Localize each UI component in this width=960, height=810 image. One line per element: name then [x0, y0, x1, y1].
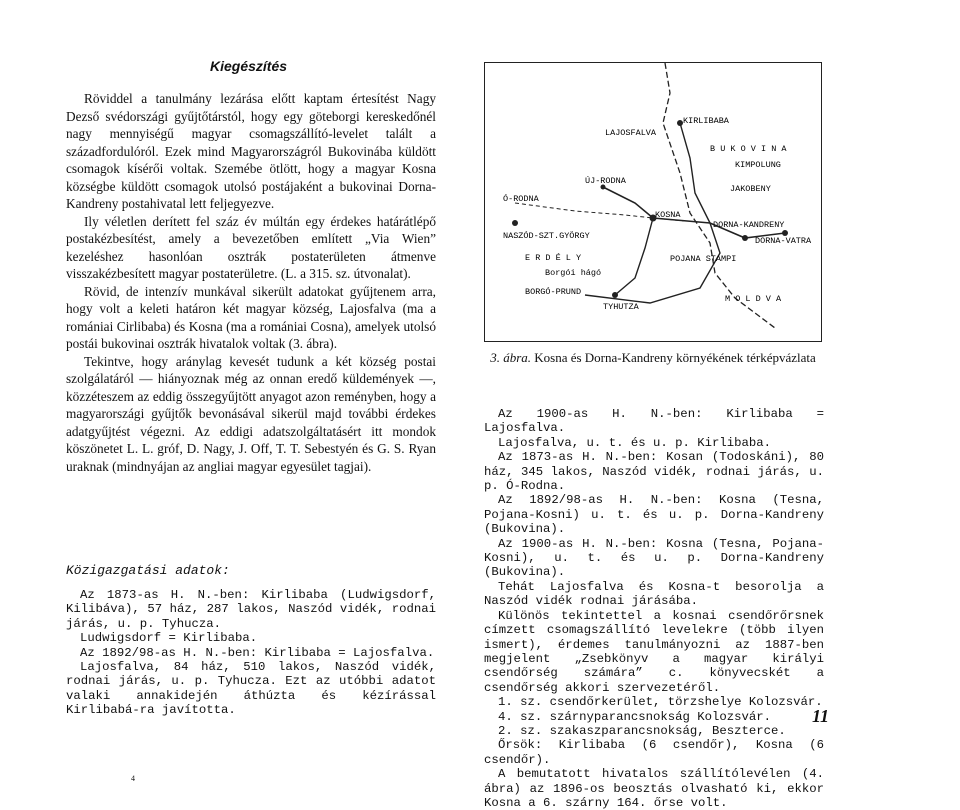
paragraph: Tekintve, hogy aránylag kevesét tudunk a két község postai szolgálatáról — hiányoznak még az onnan eredő küldemények —, közzéteszem az eddig összegyűjtött anyagot azon reményben, hogy a magyarországi gyűjtők bevonásával sikerül majd további érdekes adatgyűjtést végezni. Az eddigi adatszolgáltatásért itt mondok köszönetet L. L. gróf, D. Nagy, J. Off, T. T. Sebestyén és G. S. Ryan uraknak (mindnyájan az angliai magyar egyesület tagjai). — [66, 353, 436, 474]
admin-heading: Közigazgatási adatok: — [66, 563, 230, 578]
map-label: BORGÓ-PRUND — [525, 287, 582, 297]
map-label: DORNA-VATRA — [755, 236, 812, 246]
paragraph: Az 1892/98-as H. N.-ben: Kirlibaba = Lajosfalva. — [80, 645, 435, 660]
paragraph: Ily véletlen derített fel száz év múltán egy érdekes határátlépő postakézbesítést, amely a bevezetőben említett „Via Wien” kezeléshez hasonlóan osztrák postaterületen átmenve visszakézbesített magyar postaterületre. (L. a 315. sz. útvonalat). — [66, 213, 436, 281]
figure-caption — [484, 350, 822, 366]
map-label: Borgói hágó — [545, 268, 602, 278]
paragraph: Tehát Lajosfalva és Kosna-t besorolja a Naszód vidék rodnai járásába. — [484, 579, 824, 609]
caption-label: 3. ábra. — [490, 350, 531, 365]
paragraph: A bemutatott hivatalos szállítólevélen (4. ábra) az 1896-os beosztás olvasható ki, ekkor Kosna a 6. szárny 164. őrse volt. — [484, 767, 824, 810]
map-label: POJANA STAMPI — [670, 254, 737, 264]
paragraph: Lajosfalva, u. t. és u. p. Kirlibaba. — [498, 435, 772, 450]
paragraph: Az 1900-as H. N.-ben: Kosna (Tesna, Pojana-Kosni), u. t. és u. p. Dorna-Kandreny (Bukovina). — [484, 536, 824, 580]
admin-data — [66, 588, 436, 718]
map-sketch — [484, 62, 822, 342]
map-label: ÚJ-RODNA — [585, 176, 626, 186]
map-label: M O L D V A — [725, 294, 782, 304]
page-number: 11 — [812, 706, 830, 726]
map-label: TYHUTZA — [603, 302, 639, 312]
caption-text: Kosna és Dorna-Kandreny környékének térképvázlata — [534, 350, 816, 365]
paragraph: Ludwigsdorf = Kirlibaba. — [80, 631, 258, 646]
map-label: KOSNA — [655, 210, 681, 220]
map-label: JAKOBENY — [730, 184, 771, 194]
section-title: Kiegészítés — [210, 58, 288, 74]
map-label: E R D É L Y — [525, 253, 582, 263]
map-label: KIMPOLUNG — [735, 160, 781, 170]
paragraph: 1. sz. csendőrkerület, törzshelye Kolozsvár. — [498, 695, 823, 710]
map-label: LAJOSFALVA — [605, 128, 657, 138]
map-label: KIRLIBABA — [683, 116, 729, 126]
paragraph: Röviddel a tanulmány lezárása előtt kaptam értesítést Nagy Dezső svédországi gyűjtőtárstól, hogy egy göteborgi kereskedőnél nagy mennyiségű magyar csomagszállító-levelet talált a századfordulóról. Ezek mind Magyarországról Bukovinába küldött csomagok kísérői voltak. Szemébe ötlött, hogy a magyar Kosna községbe küldött csomagok utolsó postájaként a bukovinai Dorna-Kandreny postahivatal lett feljegyezve. — [66, 91, 436, 211]
paragraph: Lajosfalva, 84 ház, 510 lakos, Naszód vidék, rodnai járás, u. p. Tyhucza. Ezt az utóbbi adatot valaki annakidején áthúzta és kézírással Kirlibabá-ra javította. — [66, 660, 436, 718]
paragraph: Az 1892/98-as H. N.-ben: Kosna (Tesna, Pojana-Kosni) u. t. és u. p. Dorna-Kandreny (Bukovina). — [484, 493, 824, 537]
map-label: B U K O V I N A — [710, 144, 787, 154]
map-label: NASZÓD-SZT.GYÖRGY — [503, 231, 590, 241]
paragraph: 4. sz. szárnyparancsnokság Kolozsvár. — [498, 709, 772, 724]
map-label: Ó-RODNA — [503, 194, 539, 204]
right-text-column — [484, 407, 824, 810]
paragraph: Őrsök: Kirlibaba (6 csendőr), Kosna (6 csendőr). — [484, 738, 824, 767]
paragraph: Különös tekintettel a kosnai csendőrőrsnek címzett csomagszállító levelekre (több ilyen ismert), érdemes tanulmányozni az 1887-ben megjelent „Zsebkönyv a magyar királyi csendőrség számára” c. könyvecskét a csendőrség akkori szervezetéről. — [484, 608, 824, 695]
paragraph: 2. sz. szakaszparancsnokság, Beszterce. — [498, 723, 786, 738]
paragraph: Az 1900-as H. N.-ben: Kirlibaba = Lajosfalva. — [484, 407, 824, 436]
print-mark: 4 — [131, 774, 135, 783]
main-text-column — [66, 90, 436, 475]
paragraph: Az 1873-as H. N.-ben: Kirlibaba (Ludwigsdorf, Kilibáva), 57 ház, 287 lakos, Naszód vidék, rodnai járás, u. p. Tyhucza. — [66, 588, 436, 631]
paragraph: Az 1873-as H. N.-ben: Kosan (Todoskáni), 80 ház, 345 lakos, Naszód vidék, rodnai járás, u. p. Ó-Rodna. — [484, 450, 824, 494]
paragraph: Rövid, de intenzív munkával sikerült adatokat gyűjtenem arra, hogy volt a keleti határon két magyar község, Lajosfalva (ma a romániai Cirlibaba) és Kosna (ma a romániai Cosna), amelyek utolsó postái bukovinai osztrák hivatalok voltak (3. ábra). — [66, 283, 436, 351]
map-label: DORNA-KANDRENY — [713, 220, 785, 230]
